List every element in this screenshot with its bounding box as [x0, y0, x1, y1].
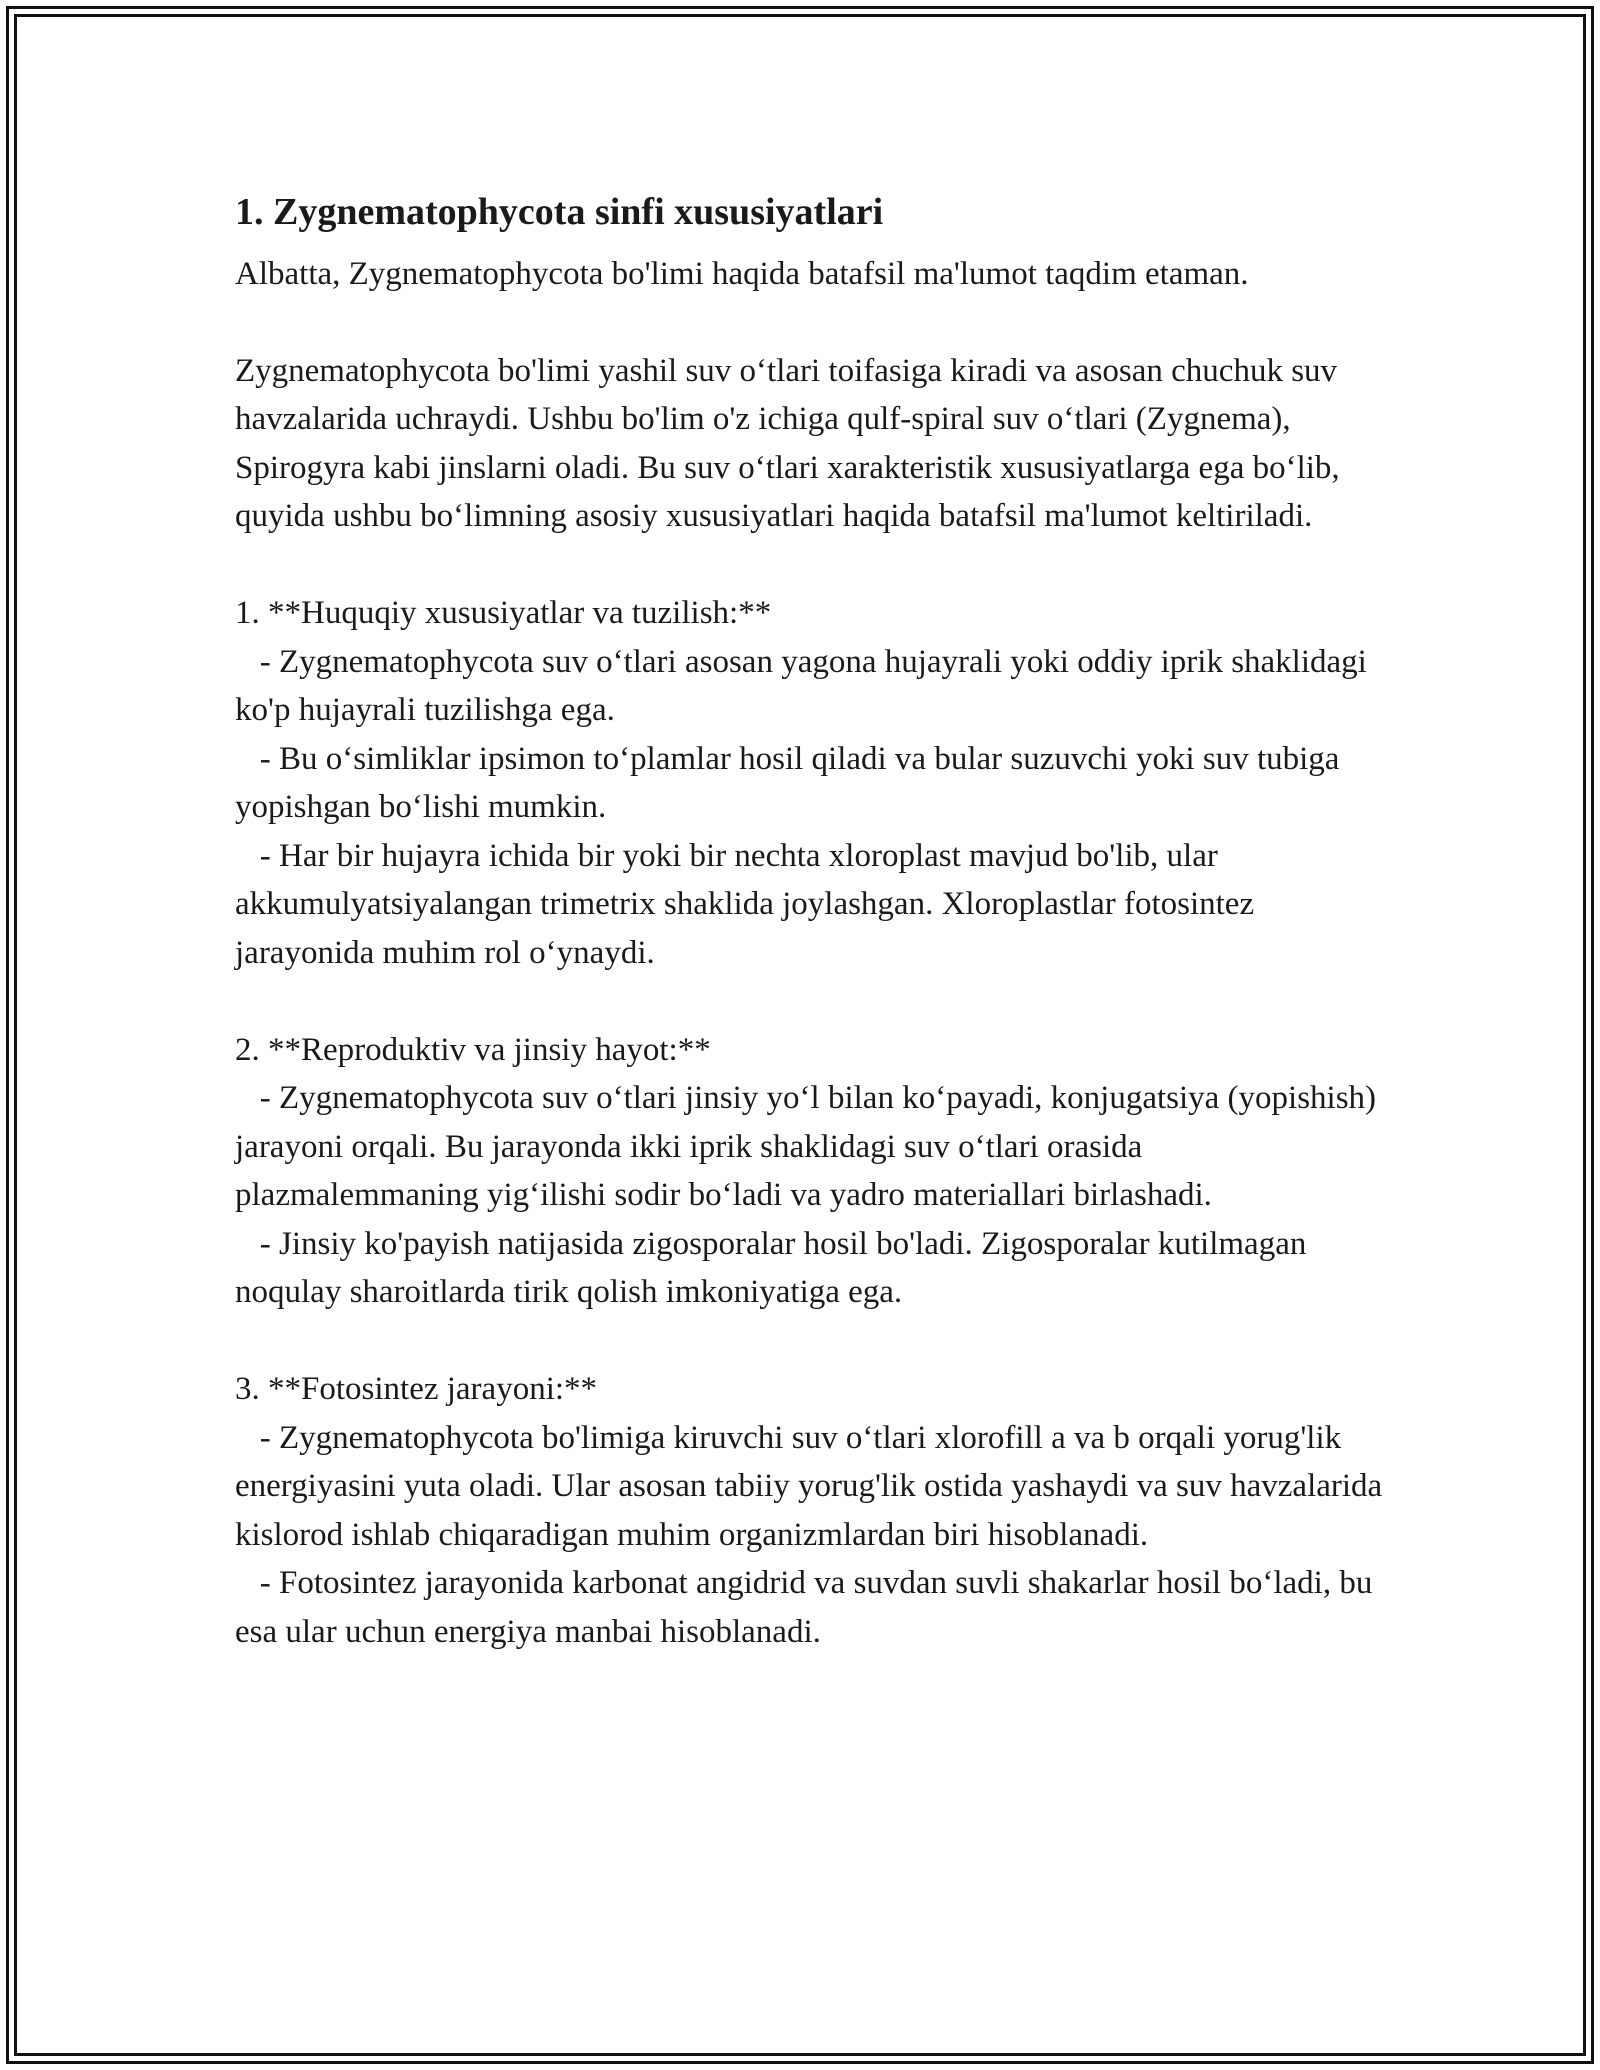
blank-line	[235, 298, 1385, 347]
bullet-item: - Zygnematophycota bo'limiga kiruvchi suv o‘tlari xlorofill a va b orqali yorug'lik energiyasini yuta oladi. Ular asosan tabiiy yorug'lik ostida yashaydi va suv havzalarida kislorod ishlab chiqaradigan muhim organizmlardan biri hisoblanadi.	[235, 1419, 1391, 1553]
blank-line	[235, 1317, 1385, 1366]
section-1	[235, 589, 1385, 977]
intro-paragraph: Albatta, Zygnematophycota bo'limi haqida batafsil ma'lumot taqdim etaman.	[235, 256, 1249, 292]
overview-paragraph: Zygnematophycota bo'limi yashil suv o‘tlari toifasiga kiradi va asosan chuchuk suv havzalarida uchraydi. Ushbu bo'lim o'z ichiga qulf-spiral suv o‘tlari (Zygnema), Spirogyra kabi jinslarni oladi. Bu suv o‘tlari xarakteristik xususiyatlarga ega bo‘lib, quyida ushbu bo‘limning asosiy xususiyatlari haqida batafsil ma'lumot keltiriladi.	[235, 352, 1340, 534]
section-3	[235, 1365, 1391, 1656]
bullet-item: - Fotosintez jarayonida karbonat angidrid va suvdan suvli shakarlar hosil bo‘ladi, bu esa ular uchun energiya manbai hisoblanadi.	[235, 1565, 1381, 1650]
document-body	[235, 186, 1391, 1656]
bullet-item: - Zygnematophycota suv o‘tlari jinsiy yo‘l bilan ko‘payadi, konjugatsiya (yopishish) jarayoni orqali. Bu jarayonda ikki iprik shaklidagi suv o‘tlari orasida plazmalemmaning yig‘ilishi sodir bo‘ladi va yadro materiallari birlashadi.	[235, 1080, 1385, 1213]
blank-line	[235, 977, 1385, 1026]
section-title: 3. **Fotosintez jarayoni:**	[235, 1371, 598, 1407]
blank-line	[235, 541, 1385, 590]
bullet-item: - Har bir hujayra ichida bir yoki bir nechta xloroplast mavjud bo'lib, ular akkumulyatsiyalangan trimetrix shaklida joylashgan. Xloroplastlar fotosintez jarayonida muhim rol o‘ynaydi.	[235, 837, 1263, 971]
bullet-item: - Bu o‘simliklar ipsimon to‘plamlar hosil qiladi va bular suzuvchi yoki suv tubiga yopishgan bo‘lishi mumkin.	[235, 740, 1348, 825]
bullet-item: - Zygnematophycota suv o‘tlari asosan yagona hujayrali yoki oddiy iprik shaklidagi ko'p hujayrali tuzilishga ega.	[235, 643, 1376, 728]
document-heading: 1. Zygnematophycota sinfi xususiyatlari	[235, 191, 884, 233]
section-2	[235, 1026, 1385, 1317]
section-title: 2. **Reproduktiv va jinsiy hayot:**	[235, 1031, 711, 1068]
section-title: 1. **Huquqiy xususiyatlar va tuzilish:**	[235, 595, 772, 631]
bullet-item: - Jinsiy ko'payish natijasida zigosporalar hosil bo'ladi. Zigosporalar kutilmagan noqulay sharoitlarda tirik qolish imkoniyatiga ega.	[235, 1225, 1315, 1310]
